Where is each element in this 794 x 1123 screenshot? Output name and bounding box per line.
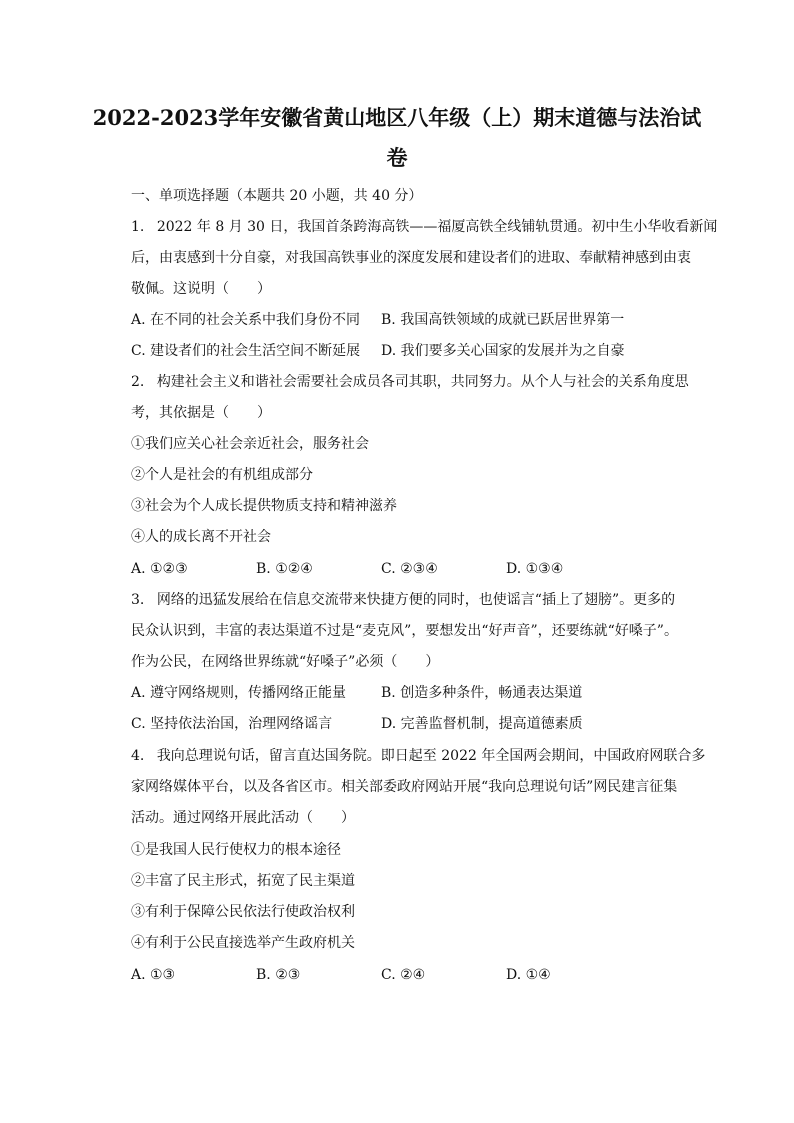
question-1-options-row-2: [131, 341, 625, 361]
question-3-line-3: 作为公民，在网络世界练就“好嗓子”必须（ ）: [131, 654, 440, 670]
question-4-option-c[interactable]: C. ②④: [381, 967, 426, 983]
question-2-options: [131, 559, 631, 579]
question-1-option-c[interactable]: C. 建设者们的社会生活空间不断延展: [131, 343, 361, 359]
question-3-options-row-2: [131, 714, 583, 734]
question-2-text: 构建社会主义和谐社会需要社会成员各司其职，共同努力。从个人与社会的关系角度思: [156, 374, 689, 390]
question-3-option-b[interactable]: B. 创造多种条件，畅通表达渠道: [381, 685, 583, 701]
question-4-line-1: [131, 746, 705, 766]
question-4-line-2: 家网络媒体平台，以及各省区市。相关部委政府网站开展“我向总理说句话”网民建言征集: [131, 779, 678, 795]
question-2-option-c[interactable]: C. ②③④: [381, 561, 438, 577]
question-3-line-2: 民众认识到，丰富的表达渠道不过是“麦克风”，要想发出“好声音”，还要练就“好嗓子”。: [131, 623, 678, 639]
question-3-options-row-1: [131, 683, 582, 703]
question-2-item-4: ④人的成长离不开社会: [131, 529, 271, 545]
question-3-text: 网络的迅猛发展给在信息交流带来快捷方便的同时，也使谣言“插上了翅膀”。更多的: [156, 592, 676, 608]
question-1-line-1: [131, 217, 717, 237]
question-2-option-d[interactable]: D. ①③④: [506, 561, 564, 577]
question-3-option-d[interactable]: D. 完善监督机制，提高道德素质: [381, 716, 583, 732]
question-3-option-c[interactable]: C. 坚持依法治国，治理网络谣言: [131, 716, 333, 732]
question-2-item-3: ③社会为个人成长提供物质支持和精神滋养: [131, 498, 397, 514]
question-1-option-b[interactable]: B. 我国高铁领域的成就已跃居世界第一: [381, 312, 625, 328]
question-2-number: 2.: [131, 374, 145, 390]
question-4-item-3: ③有利于保障公民依法行使政治权利: [131, 904, 355, 920]
question-2-option-b[interactable]: B. ①②④: [256, 561, 313, 577]
question-3-number: 3.: [131, 592, 145, 608]
question-4-item-4: ④有利于公民直接选举产生政府机关: [131, 935, 355, 951]
question-4-item-2: ②丰富了民主形式，拓宽了民主渠道: [131, 873, 355, 889]
question-3-option-a[interactable]: A. 遵守网络规则，传播网络正能量: [131, 685, 347, 701]
question-1-number: 1.: [131, 219, 145, 235]
exam-title-line-1: 2022-2023学年安徽省黄山地区八年级（上）期末道德与法治试: [92, 105, 702, 130]
section-header: 一、单项选择题（本题共 20 小题，共 40 分）: [131, 188, 423, 204]
question-4-number: 4.: [131, 748, 145, 764]
question-1-text: 2022 年 8 月 30 日，我国首条跨海高铁——福厦高铁全线铺轨贯通。初中生小华收看新闻: [156, 219, 718, 235]
question-2-item-1: ①我们应关心社会亲近社会，服务社会: [131, 436, 369, 452]
question-4-line-3: 活动。通过网络开展此活动（ ）: [131, 810, 355, 826]
question-4-option-b[interactable]: B. ②③: [256, 967, 301, 983]
question-1-options-row-1: [131, 310, 624, 330]
question-4-option-a[interactable]: A. ①③: [131, 967, 176, 983]
question-4-text: 我向总理说句话，留言直达国务院。即日起至 2022 年全国两会期间，中国政府网联合多: [156, 748, 706, 764]
question-1-option-a[interactable]: A. 在不同的社会关系中我们身份不同: [131, 312, 361, 328]
question-2-line-1: [131, 372, 689, 392]
question-1-line-3: 敬佩。这说明（ ）: [131, 281, 271, 297]
question-2-option-a[interactable]: A. ①②③: [131, 561, 188, 577]
question-1-option-d[interactable]: D. 我们要多关心国家的发展并为之自豪: [381, 343, 625, 359]
exam-title-line-2: 卷: [386, 145, 408, 170]
question-4-options: [131, 965, 631, 985]
question-4-option-d[interactable]: D. ①④: [506, 967, 551, 983]
question-2-line-2: 考，其依据是（ ）: [131, 405, 271, 421]
question-3-line-1: [131, 590, 675, 610]
question-1-line-2: 后，由衷感到十分自豪，对我国高铁事业的深度发展和建设者们的进取、奉献精神感到由衷: [131, 250, 691, 266]
question-2-item-2: ②个人是社会的有机组成部分: [131, 467, 313, 483]
question-4-item-1: ①是我国人民行使权力的根本途径: [131, 842, 341, 858]
